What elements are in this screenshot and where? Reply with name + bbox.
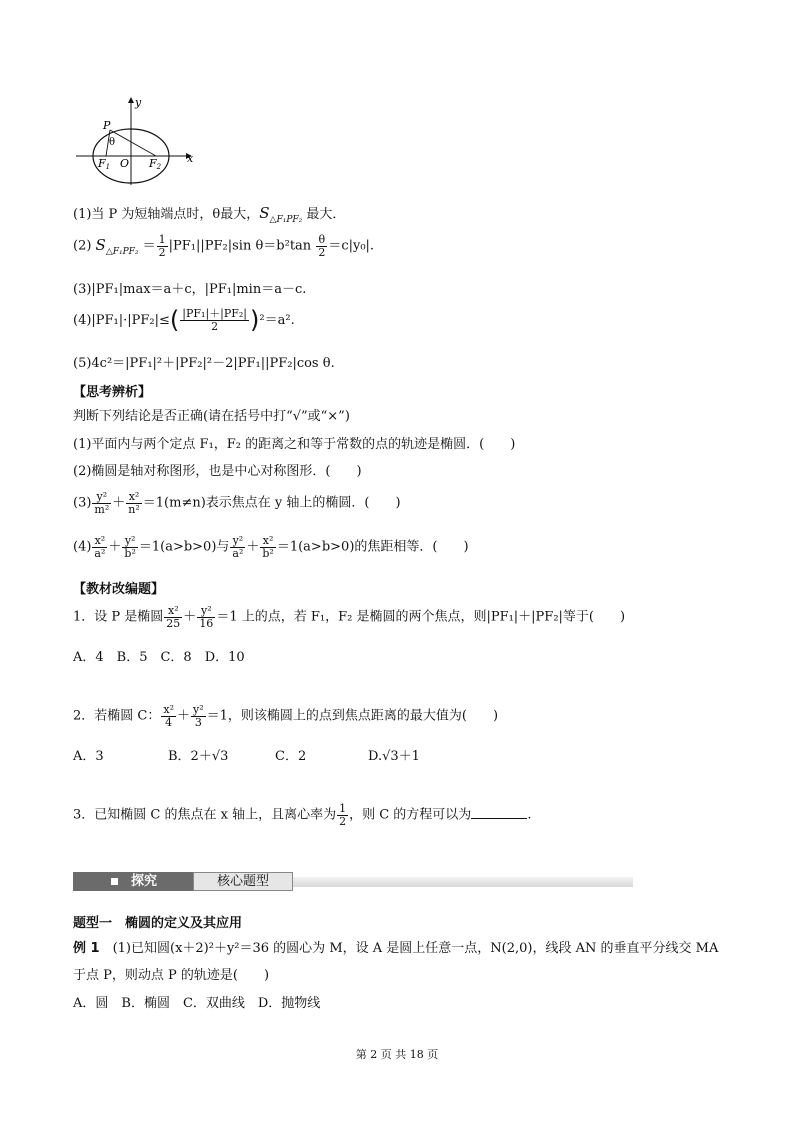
section-rule: [293, 877, 633, 887]
exercise-2-option-a: A．3: [73, 749, 104, 764]
x-axis-label: x: [187, 152, 194, 165]
prop-3: (3)|PF₁|max＝a＋c，|PF₁|min＝a－c.: [73, 282, 307, 297]
exercise-2-option-b: B．2＋√3: [168, 749, 229, 764]
y-axis-label: y: [135, 96, 142, 109]
topic-heading: 题型一 椭圆的定义及其应用: [73, 916, 243, 931]
exercise-1: 1．设 P 是椭圆 $\frac{\text{x²}}{25}$ ＋ $\frac{\text{y²}}{16}$ ＝1 上的点，若 F₁，F₂ 是椭圆的两个焦点，则|PF₁|＋|PF₂|等于( ): [73, 604, 626, 630]
fraction-x2-b2: $\frac{\text{x²}}{\text{b²}}$: [262, 534, 274, 560]
fraction-theta-half: $\frac{\theta}{2}$: [318, 233, 326, 259]
fraction-x2-4: $\frac{\text{x²}}{4}$: [163, 703, 174, 729]
square-bullet-icon: [111, 878, 118, 885]
exercise-2-option-d: D.√3＋1: [368, 749, 420, 764]
fraction-x2-n2: $\frac{\text{x²}}{\text{n²}}$: [128, 490, 140, 516]
prop-5: (5)4c²＝|PF₁|²＋|PF₂|²－2|PF₁||PF₂|cos θ.: [73, 356, 335, 371]
think-intro: 判断下列结论是否正确(请在括号中打“√”或“×”): [73, 409, 350, 424]
section-explore-tag: 探究: [73, 872, 193, 891]
fraction-y2-3: $\frac{\text{y²}}{3}$: [193, 703, 204, 729]
fraction-x2-25: $\frac{\text{x²}}{25}$: [166, 604, 181, 630]
think-q3: (3) $\frac{\text{y²}}{\text{m²}}$ ＋ $\frac{\text{x²}}{\text{n²}}$ ＝1(m≠n)表示焦点在 y 轴上的椭圆．( ): [73, 490, 401, 516]
area-symbol: $S_{\triangle F_1PF_2}$: [259, 204, 303, 225]
prop-4: (4)|PF₁|·|PF₂|≤( $\frac{\text{|PF₁|＋|PF₂|}}{2}$ )²＝a².: [73, 306, 295, 334]
exercise-2-option-c: C．2: [275, 749, 307, 764]
example-1-options: A．圆 B．椭圆 C．双曲线 D．抛物线: [73, 996, 321, 1011]
focus-f1-label: F1: [98, 157, 111, 171]
think-q4: (4) $\frac{\text{x²}}{\text{a²}}$ ＋ $\frac{\text{y²}}{\text{b²}}$ ＝1(a>b>0)与 $\frac{\text{y²}}{\text{a²}}$ ＋ $\frac{\text{x²}}{\text{b²}}$ ＝1(a>b>0)的焦距相等．( ): [73, 534, 469, 560]
think-q2: (2)椭圆是轴对称图形，也是中心对称图形．( ): [73, 464, 362, 479]
origin-label: O: [120, 157, 130, 170]
fraction-half: $\frac{1}{2}$: [158, 233, 166, 259]
exercise-3: 3．已知椭圆 C 的焦点在 x 轴上，且离心率为 $\frac{1}{2}$ ，则 C 的方程可以为 .: [73, 802, 532, 828]
think-q1: (1)平面内与两个定点 F₁，F₂ 的距离之和等于常数的点的轨迹是椭圆．( ): [73, 437, 516, 452]
example-1-line-1: 例 1 (1)已知圆(x＋2)²＋y²＝36 的圆心为 M，设 A 是圆上任意一点，N(2,0)，线段 AN 的垂直平分线交 MA: [73, 941, 719, 956]
section-bar: [73, 872, 633, 891]
example-1-line-2: 于点 P，则动点 P 的轨迹是( ): [73, 968, 270, 983]
think-heading: 【思考辨析】: [73, 385, 152, 400]
fraction-y2-16: $\frac{\text{y²}}{16}$: [199, 604, 214, 630]
answer-blank[interactable]: [471, 806, 527, 819]
prop-2: (2) $S_{\triangle F_1PF_2}$ ＝ $\frac{1}{2}$ |PF₁||PF₂|sin θ＝b²tan $\frac{\theta}{2}$ ＝c|y₀|.: [73, 233, 375, 259]
fraction-one-half: $\frac{1}{2}$: [339, 802, 347, 828]
focus-f2-label: F2: [149, 157, 162, 171]
section-core-tag: 核心题型: [193, 872, 293, 891]
fraction-y2-a2: $\frac{\text{y²}}{\text{a²}}$: [232, 534, 244, 560]
exercise-1-options: A．4 B．5 C．8 D．10: [73, 650, 245, 665]
fraction-x2-a2: $\frac{\text{x²}}{\text{a²}}$: [94, 534, 106, 560]
fraction-mean: $\frac{\text{|PF₁|＋|PF₂|}}{2}$: [182, 307, 248, 333]
point-p-label: P: [103, 119, 111, 132]
page-footer: 第 2 页 共 18 页: [355, 1048, 439, 1061]
fraction-y2-b2: $\frac{\text{y²}}{\text{b²}}$: [124, 534, 136, 560]
prop-1: (1)当 P 为短轴端点时，θ最大，$S_{\triangle F_1PF_2}$ 最大．: [73, 204, 346, 225]
ellipse-diagram: [73, 95, 203, 190]
segment-pf2: [110, 130, 156, 156]
area-symbol: $S_{\triangle F_1PF_2}$: [95, 235, 139, 257]
y-axis-arrow: [128, 97, 134, 103]
fraction-y2-m2: $\frac{\text{y²}}{\text{m²}}$: [94, 490, 110, 516]
exercise-2: 2．若椭圆 C： $\frac{\text{x²}}{4}$ ＋ $\frac{\text{y²}}{3}$ ＝1，则该椭圆上的点到焦点距离的最大值为( ): [73, 703, 499, 729]
theta-label: θ: [109, 137, 116, 148]
textbook-heading: 【教材改编题】: [73, 582, 165, 597]
